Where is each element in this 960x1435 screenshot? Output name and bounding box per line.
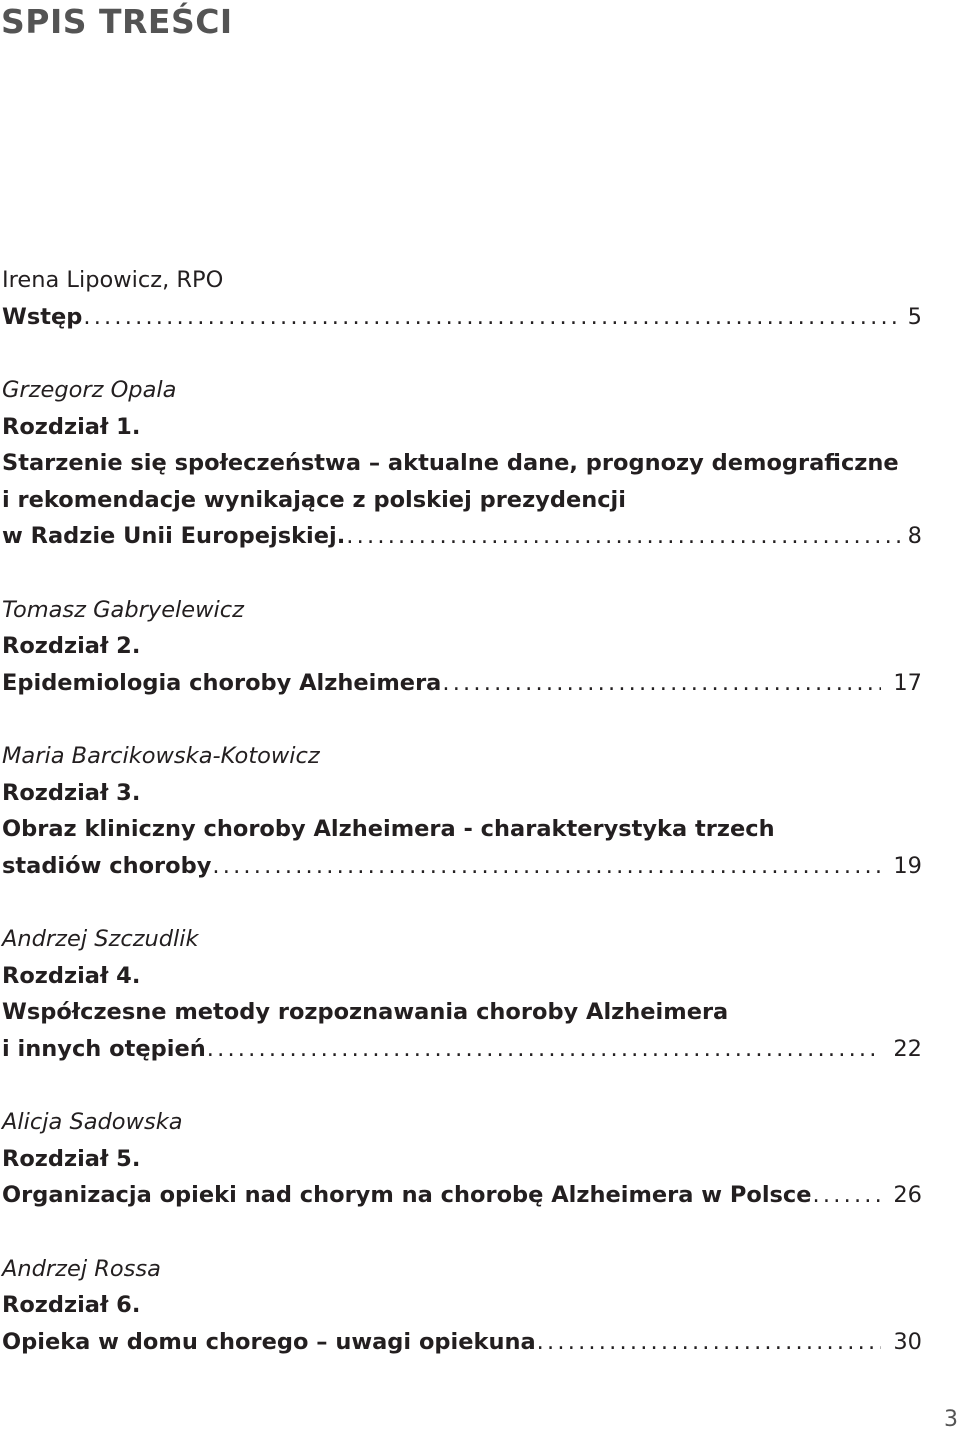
toc-entry <box>2 262 922 335</box>
toc-entry-link[interactable] <box>2 1031 922 1068</box>
toc-entry <box>2 592 922 702</box>
toc-entry-page-number: 5 <box>907 303 922 330</box>
dot-leader <box>442 665 881 702</box>
toc-entry-link[interactable] <box>2 518 922 555</box>
toc-entry-title-line: Obraz kliniczny choroby Alzheimera - charakterystyka trzech <box>2 816 775 842</box>
toc-entry-link[interactable] <box>2 848 922 885</box>
toc-entry-title: Organizacja opieki nad chorym na chorobę Alzheimera w Polsce <box>2 1182 812 1208</box>
dot-leader <box>537 1324 882 1361</box>
table-of-contents <box>2 262 922 1397</box>
toc-entry <box>2 1104 922 1214</box>
toc-entry-title: Epidemiologia choroby Alzheimera <box>2 669 442 696</box>
toc-entry-author: Tomasz Gabryelewicz <box>2 596 244 623</box>
toc-entry-title: Opieka w domu chorego – uwagi opiekuna <box>2 1328 536 1355</box>
toc-entry-author: Alicja Sadowska <box>2 1109 183 1135</box>
dot-leader <box>83 299 902 336</box>
toc-entry-link[interactable] <box>2 665 922 702</box>
toc-entry-link[interactable] <box>2 1177 922 1214</box>
page-title: SPIS TREŚCI <box>1 2 233 41</box>
dot-leader <box>207 1031 882 1068</box>
dot-leader <box>212 848 881 885</box>
toc-entry-title: i innych otępień <box>2 1035 206 1062</box>
toc-entry-page-number: 22 <box>893 1035 922 1062</box>
toc-entry-author: Andrzej Rossa <box>2 1255 161 1282</box>
toc-entry-title-line: Starzenie się społeczeństwa – aktualne dane, prognozy demograficzne <box>2 450 899 476</box>
toc-entry-author: Maria Barcikowska-Kotowicz <box>2 743 320 769</box>
toc-entry-title: w Radzie Unii Europejskiej. <box>2 523 346 549</box>
toc-entry <box>2 1251 922 1361</box>
toc-entry-link[interactable] <box>2 1324 922 1361</box>
toc-entry-chapter: Rozdział 5. <box>2 1145 141 1172</box>
toc-entry-chapter: Rozdział 6. <box>2 1292 141 1318</box>
toc-entry-chapter: Rozdział 3. <box>2 779 141 806</box>
toc-entry-chapter: Rozdział 2. <box>2 633 141 659</box>
page-number: 3 <box>944 1407 958 1432</box>
toc-entry-title-line: Współczesne metody rozpoznawania choroby Alzheimera <box>2 999 729 1025</box>
dot-leader <box>813 1177 882 1214</box>
toc-entry-page-number: 8 <box>907 523 922 549</box>
toc-entry-link[interactable] <box>2 299 922 336</box>
toc-entry-title: stadiów choroby <box>2 852 212 879</box>
dot-leader <box>346 518 902 555</box>
toc-entry-author: Grzegorz Opala <box>2 377 177 403</box>
toc-entry-author: Irena Lipowicz, RPO <box>2 267 224 293</box>
toc-entry <box>2 372 922 555</box>
toc-entry-page-number: 19 <box>893 852 922 879</box>
toc-entry-title-line: i rekomendacje wynikające z polskiej prezydencji <box>2 486 626 513</box>
toc-entry-page-number: 26 <box>893 1182 922 1208</box>
toc-entry-page-number: 30 <box>893 1328 922 1355</box>
toc-entry-author: Andrzej Szczudlik <box>2 926 199 952</box>
toc-entry <box>2 921 922 1067</box>
toc-entry-chapter: Rozdział 1. <box>2 413 141 440</box>
toc-entry-title: Wstęp <box>2 303 83 330</box>
toc-entry <box>2 738 922 884</box>
toc-entry-page-number: 17 <box>893 669 922 696</box>
toc-entry-chapter: Rozdział 4. <box>2 962 141 989</box>
